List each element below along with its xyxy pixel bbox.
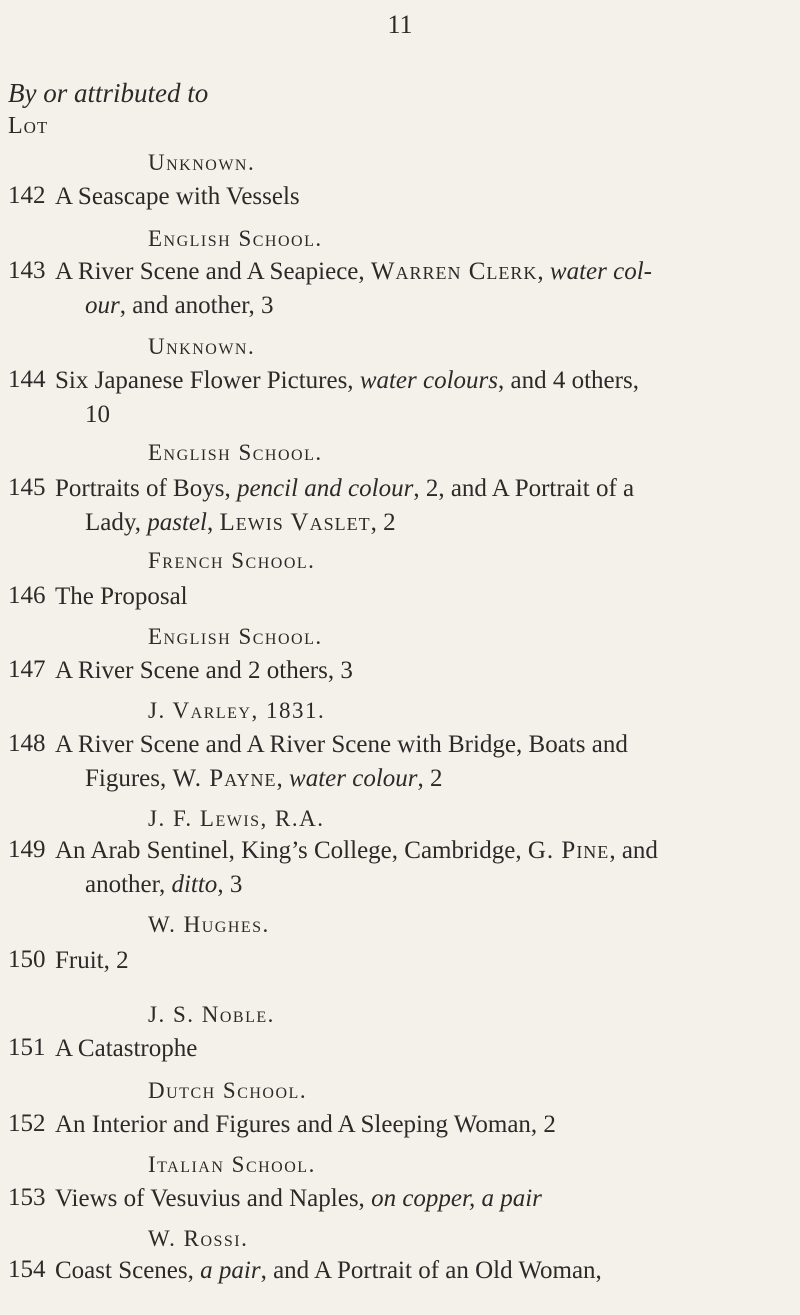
lot-number: 143 xyxy=(8,257,46,284)
artist-name: Dutch School. xyxy=(148,1078,308,1103)
lot-description: Views of Vesuvius and Naples, on copper, a pair xyxy=(55,1185,542,1212)
lot-number: 151 xyxy=(8,1034,46,1061)
page-heading: By or attributed to xyxy=(8,78,209,108)
artist-name: English School. xyxy=(148,624,323,649)
lot-number: 149 xyxy=(8,836,46,863)
artist-name: English School. xyxy=(148,226,323,251)
lot-description: Fruit, 2 xyxy=(55,947,129,974)
artist-name: J. F. Lewis, R.A. xyxy=(148,806,325,831)
lot-description: Coast Scenes, a pair, and A Portrait of an Old Woman, xyxy=(55,1257,602,1284)
lot-column-label: Lot xyxy=(8,113,49,139)
lot-number: 148 xyxy=(8,730,46,757)
lot-number: 144 xyxy=(8,366,46,393)
artist-name: W. Hughes. xyxy=(148,912,270,937)
lot-description: An Interior and Figures and A Sleeping Woman, 2 xyxy=(55,1111,556,1138)
lot-number: 152 xyxy=(8,1110,46,1137)
lot-description: A River Scene and A Seapiece, Warren Clerk, water col- our, and another, 3 xyxy=(55,258,652,319)
lot-number: 153 xyxy=(8,1184,46,1211)
lot-description: An Arab Sentinel, King’s College, Cambridge, G. Pine, and another, ditto, 3 xyxy=(55,837,658,898)
lot-description: A River Scene and A River Scene with Bridge, Boats and Figures, W. Payne, water colour, 2 xyxy=(55,731,628,792)
lot-description: Portraits of Boys, pencil and colour, 2, and A Portrait of a Lady, pastel, Lewis Vaslet, 2 xyxy=(55,475,635,536)
lot-number: 150 xyxy=(8,946,46,973)
lot-description: A River Scene and 2 others, 3 xyxy=(55,657,353,684)
artist-name: English School. xyxy=(148,440,323,465)
artist-name: Unknown. xyxy=(148,150,256,175)
lot-description: A Catastrophe xyxy=(55,1035,198,1062)
lot-number: 142 xyxy=(8,182,46,209)
lot-number: 146 xyxy=(8,582,46,609)
artist-name: J. S. Noble. xyxy=(148,1002,275,1027)
lot-number: 145 xyxy=(8,474,46,501)
lot-description: Six Japanese Flower Pictures, water colours, and 4 others, 10 xyxy=(55,367,639,428)
artist-name: French School. xyxy=(148,548,316,573)
artist-name: Italian School. xyxy=(148,1152,316,1177)
lot-number: 147 xyxy=(8,656,46,683)
artist-name: W. Rossi. xyxy=(148,1226,249,1251)
page-number: 11 xyxy=(387,10,413,39)
lot-description: The Proposal xyxy=(55,583,188,610)
lot-number: 154 xyxy=(8,1256,46,1283)
artist-name: J. Varley, 1831. xyxy=(148,698,326,723)
artist-name: Unknown. xyxy=(148,334,256,359)
lot-description: A Seascape with Vessels xyxy=(55,183,300,210)
